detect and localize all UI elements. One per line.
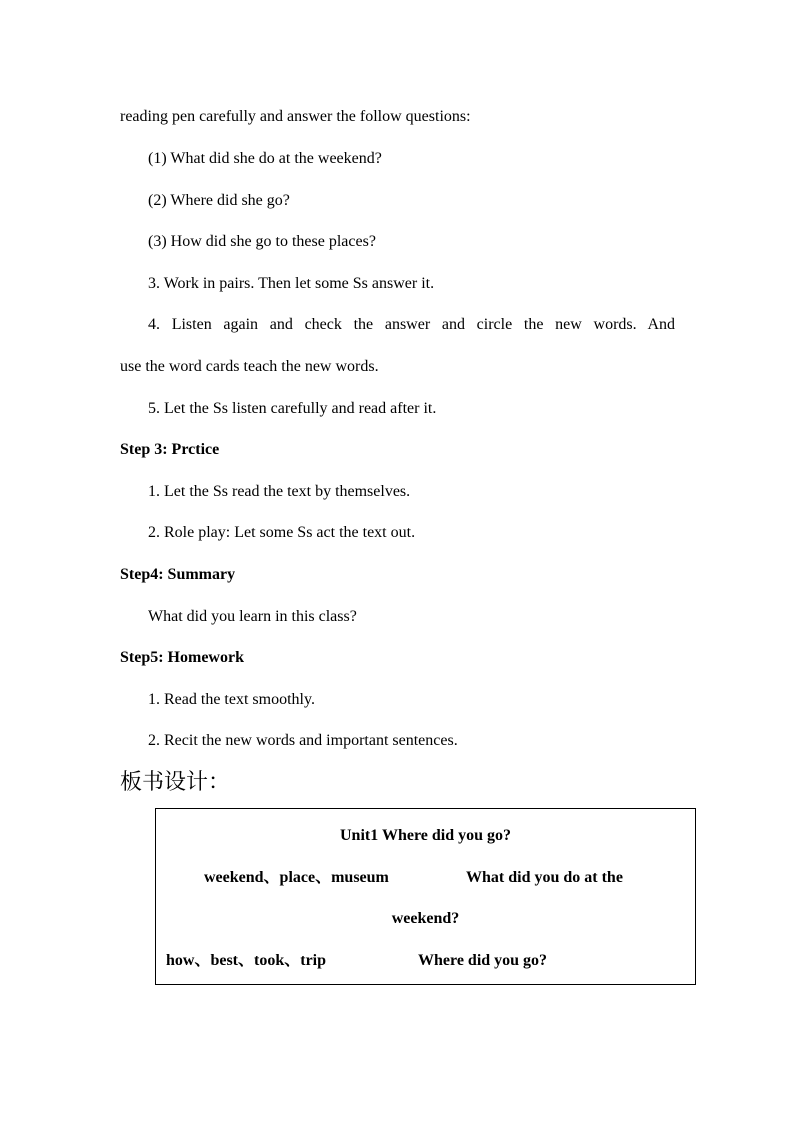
board-design-heading: 板书设计：: [120, 770, 231, 795]
question-2: (2) Where did she go?: [148, 192, 290, 209]
text-line: use the word cards teach the new words.: [120, 358, 379, 375]
board-sentence-1: What did you do at the: [466, 869, 623, 886]
question-1: (1) What did she do at the weekend?: [148, 150, 382, 167]
text-line: 3. Work in pairs. Then let some Ss answer it.: [148, 275, 435, 292]
board-sentence-2: Where did you go?: [418, 952, 548, 969]
step-4-heading: Step4: Summary: [120, 566, 236, 583]
text-line: 5. Let the Ss listen carefully and read after it.: [148, 400, 437, 417]
step-5-heading: Step5: Homework: [120, 649, 244, 666]
list-item: 1. Let the Ss read the text by themselves.: [148, 483, 411, 500]
blackboard-design-box: [155, 808, 696, 985]
text-line: What did you learn in this class?: [148, 608, 357, 625]
text-line: reading pen carefully and answer the follow questions:: [120, 108, 471, 125]
list-item: 2. Role play: Let some Ss act the text out.: [148, 524, 416, 541]
board-sentence-1-cont: weekend?: [391, 910, 460, 927]
question-3: (3) How did she go to these places?: [148, 233, 376, 250]
list-item: 1. Read the text smoothly.: [148, 691, 315, 708]
step-3-heading: Step 3: Prctice: [120, 441, 220, 458]
list-item: 2. Recit the new words and important sentences.: [148, 732, 458, 749]
text-line: 4. Listen again and check the answer and circle the new words. And: [148, 316, 675, 333]
board-vocab-2: how、best、took、trip: [166, 952, 327, 969]
board-title: Unit1 Where did you go?: [340, 827, 511, 844]
board-vocab-1: weekend、place、museum: [204, 869, 389, 886]
